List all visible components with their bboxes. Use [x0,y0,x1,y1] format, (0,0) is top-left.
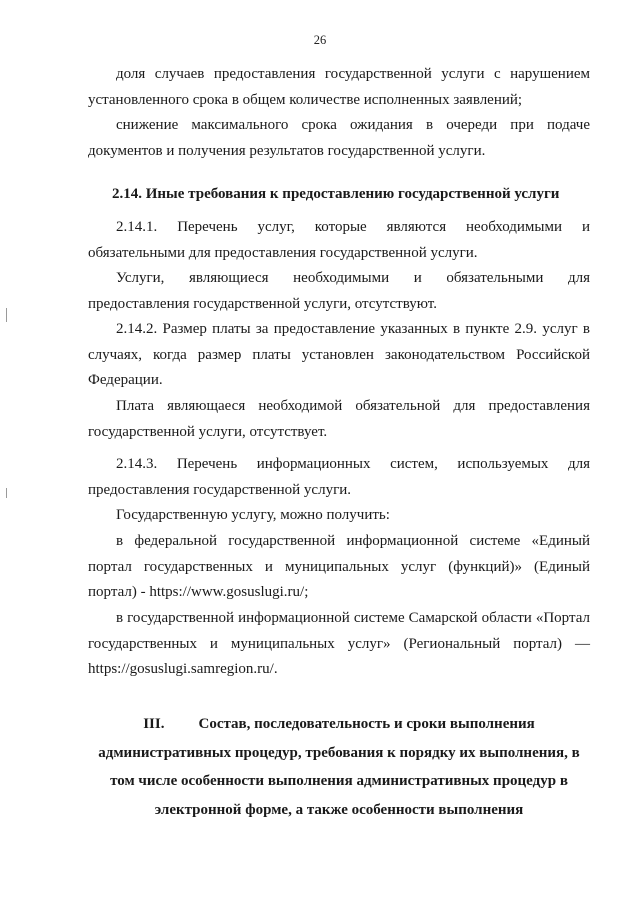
paragraph-can-obtain: Государственную услугу, можно получить: [116,507,390,523]
page-number: 26 [313,33,327,47]
subsection-heading-2-14: 2.14. Иные требования к предоставлению государственной услуги [112,186,560,202]
paragraph-regional-portal: в государственной информационной системе Самарской области «Портал государственных и муниципальных услуг» (Региональный портал) — https://gosuslugi.samregion.ru/. [88,610,590,677]
paragraph-federal-portal: в федеральной государственной информационной системе «Единый портал государственных и муниципальных услуг (функций)» (Единый портал) - https://www.gosuslugi.ru/; [88,533,590,600]
paragraph-late-cases-share: доля случаев предоставления государственной услуги с нарушением установленного срока в общем количестве исполненных заявлений; [88,66,590,108]
section-iii-number: III. [143,716,165,732]
scan-edge-mark [6,308,7,322]
paragraph-2-14-3: 2.14.3. Перечень информационных систем, используемых для предоставления государственной услуги. [88,456,590,498]
section-iii-title: Состав, последовательность и сроки выполнения административных процедур, требования к порядку их выполнения, в том числе особенности выполнения административных процедур в электронной форме, а также особенности выполнения [98,716,580,818]
paragraph-2-14-1: 2.14.1. Перечень услуг, которые являются необходимыми и обязательными для предоставления государственной услуги. [88,219,590,261]
paragraph-2-14-2: 2.14.2. Размер платы за предоставление указанных в пункте 2.9. услуг в случаях, когда размер платы установлен законодательством Российской Федерации. [88,321,590,388]
scan-edge-mark [6,488,7,498]
paragraph-services-absent: Услуги, являющиеся необходимыми и обязательными для предоставления государственной услуги, отсутствуют. [88,270,590,312]
paragraph-queue-time-reduction: снижение максимального срока ожидания в очереди при подаче документов и получения результатов государственной услуги. [88,117,590,159]
section-iii-heading [88,710,590,824]
paragraph-fee-absent: Плата являющаеся необходимой обязательной для предоставления государственной услуги, отсутствует. [88,398,590,440]
